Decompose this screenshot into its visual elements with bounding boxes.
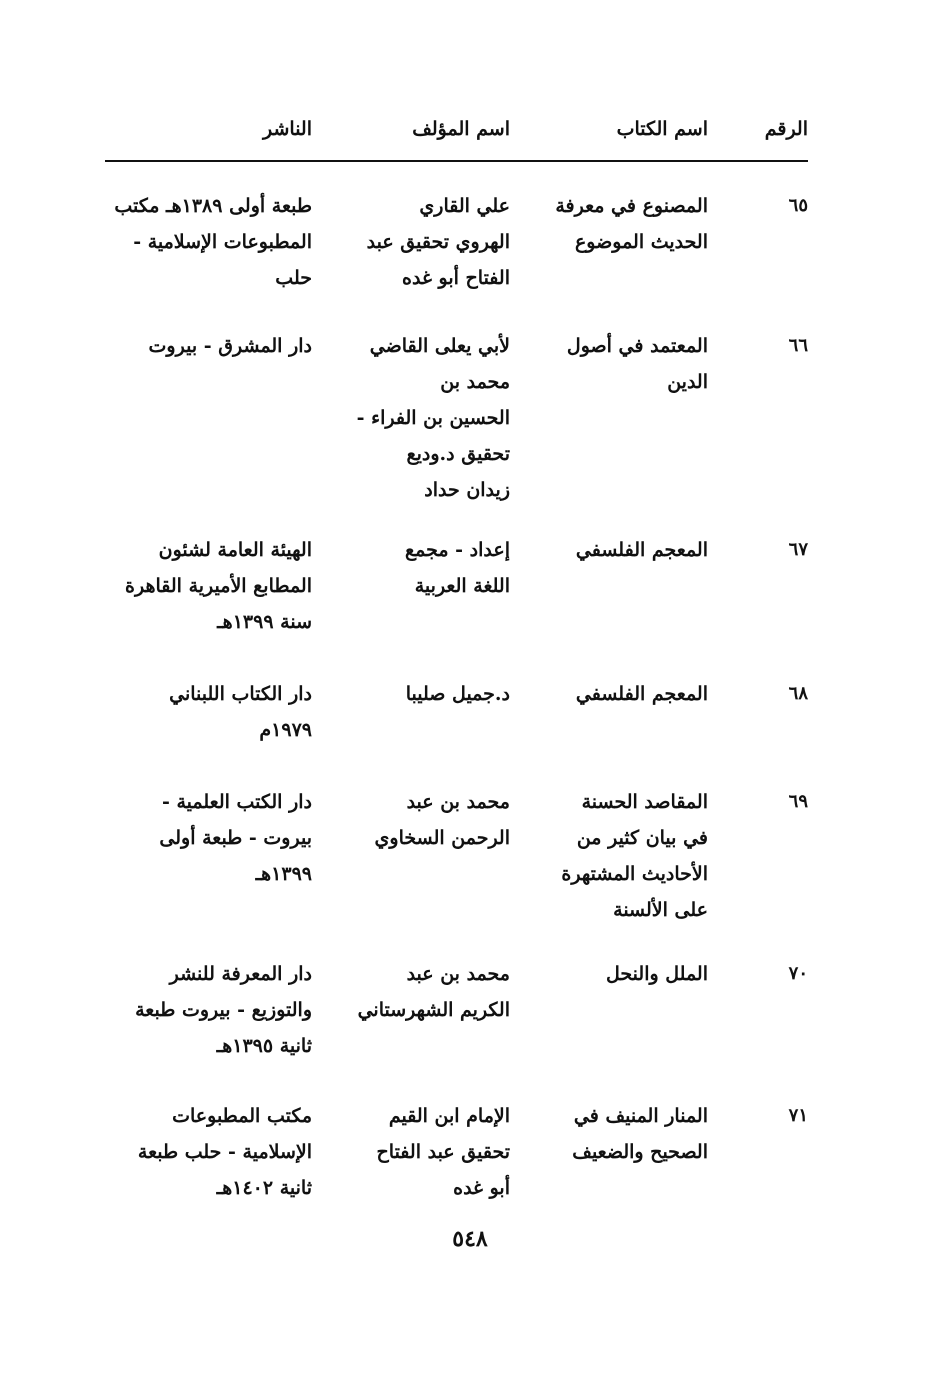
entry-publisher-line: بيروت - طبعة أولى [159, 827, 312, 849]
entry-author [350, 328, 510, 508]
entry-publisher-line: دار الكتب العلمية - [161, 791, 312, 813]
entry-author [350, 532, 510, 604]
entry-author-line: محمد بن [440, 371, 510, 393]
header-book-title: اسم الكتاب [616, 118, 708, 140]
entry-author-line: الهروي تحقيق عبد [366, 231, 510, 253]
entry-book-title-line: الملل والنحل [606, 963, 708, 985]
entry-publisher [102, 784, 312, 892]
entry-author-line: إعداد - مجمع [405, 539, 510, 561]
entry-author-line: محمد بن عبد [406, 791, 510, 813]
entry-book-title [548, 676, 708, 712]
entry-author-line: تحقيق عبد الفتاح [376, 1141, 510, 1163]
entry-book-title-line: المنار المنيف في [573, 1105, 708, 1127]
entry-book-title-line: الحديث الموضوع [574, 231, 708, 253]
entry-book-title-line: المعجم الفلسفي [575, 539, 708, 561]
header-number: الرقم [764, 118, 808, 140]
header-publisher: الناشر [263, 118, 312, 140]
header-divider [105, 160, 808, 162]
entry-author-line: زيدان حداد [424, 479, 510, 501]
entry-author-line: لأبي يعلى القاضي [369, 335, 510, 357]
entry-author-line: الحسين بن الفراء - [356, 407, 510, 429]
entry-publisher [102, 676, 312, 748]
entry-author-line: الفتاح أبو غده [402, 267, 510, 289]
entry-book-title-line: في بيان كثير من [576, 827, 708, 849]
entry-publisher [102, 328, 312, 364]
entry-author [350, 188, 510, 296]
entry-book-title [548, 1098, 708, 1170]
entry-book-title [548, 784, 708, 928]
entry-publisher [102, 188, 312, 296]
entry-number: ٦٥ [788, 195, 808, 216]
entry-number: ٦٦ [788, 335, 808, 356]
entry-number: ٦٨ [788, 683, 808, 704]
entry-book-title [548, 956, 708, 992]
entry-publisher-line: المطابع الأميرية القاهرة [125, 575, 312, 597]
entry-book-title-line: على الألسنة [613, 899, 708, 921]
entry-number: ٧١ [788, 1105, 808, 1126]
entry-publisher-line: ١٩٧٩م [259, 719, 312, 741]
entry-publisher [102, 956, 312, 1064]
entry-number: ٦٧ [788, 539, 808, 560]
entry-publisher-line: ١٣٩٩هـ [255, 863, 312, 885]
table-header [0, 118, 940, 158]
entry-publisher [102, 532, 312, 640]
entry-number: ٧٠ [788, 963, 808, 984]
entry-publisher-line: طبعة أولى ١٣٨٩هـ مكتب [114, 195, 312, 217]
entry-publisher-line: والتوزيع - بيروت طبعة [135, 999, 312, 1021]
entry-author-line: علي القاري [419, 195, 510, 217]
entry-book-title-line: الأحاديث المشتهرة [561, 863, 708, 885]
entry-publisher-line: دار المعرفة للنشر [169, 963, 312, 985]
entry-author-line: الإمام ابن القيم [388, 1105, 510, 1127]
entry-book-title-line: المقاصد الحسنة [581, 791, 708, 813]
entry-book-title-line: الدين [667, 371, 708, 393]
entry-publisher-line: مكتب المطبوعات [172, 1105, 312, 1127]
entry-publisher-line: سنة ١٣٩٩هـ [217, 611, 312, 633]
entry-book-title [548, 188, 708, 260]
entry-author [350, 1098, 510, 1206]
entry-book-title-line: المعجم الفلسفي [575, 683, 708, 705]
entry-publisher-line: ثانية ١٣٩٥هـ [216, 1035, 312, 1057]
entry-book-title [548, 328, 708, 400]
entry-book-title-line: المعتمد في أصول [566, 335, 708, 357]
entry-publisher-line: دار الكتاب اللبناني [169, 683, 312, 705]
entry-author-line: محمد بن عبد [406, 963, 510, 985]
entry-publisher-line: الهيئة العامة لشئون [158, 539, 312, 561]
entry-publisher-line: دار المشرق - بيروت [148, 335, 312, 357]
entry-publisher [102, 1098, 312, 1206]
entry-author-line: أبو غده [453, 1177, 510, 1199]
entry-author-line: الكريم الشهرستاني [357, 999, 510, 1021]
header-author: اسم المؤلف [412, 118, 510, 140]
entry-author-line: الرحمن السخاوي [374, 827, 510, 849]
entry-author [350, 956, 510, 1028]
entry-author [350, 784, 510, 856]
entry-book-title [548, 532, 708, 568]
entry-publisher-line: الإسلامية - حلب طبعة [137, 1141, 312, 1163]
entry-book-title-line: الصحيح والضعيف [572, 1141, 708, 1163]
entry-publisher-line: المطبوعات الإسلامية - [133, 231, 312, 253]
entry-author-line: تحقيق د.وديع [406, 443, 510, 465]
entry-number: ٦٩ [788, 791, 808, 812]
entry-publisher-line: حلب [275, 267, 312, 289]
entry-author [350, 676, 510, 712]
entry-publisher-line: ثانية ١٤٠٢هـ [216, 1177, 312, 1199]
entry-book-title-line: المصنوع في معرفة [555, 195, 708, 217]
entry-author-line: د.جميل صليبا [405, 683, 510, 705]
entry-author-line: اللغة العربية [414, 575, 510, 597]
page-number: ٥٤٨ [452, 1226, 488, 1252]
